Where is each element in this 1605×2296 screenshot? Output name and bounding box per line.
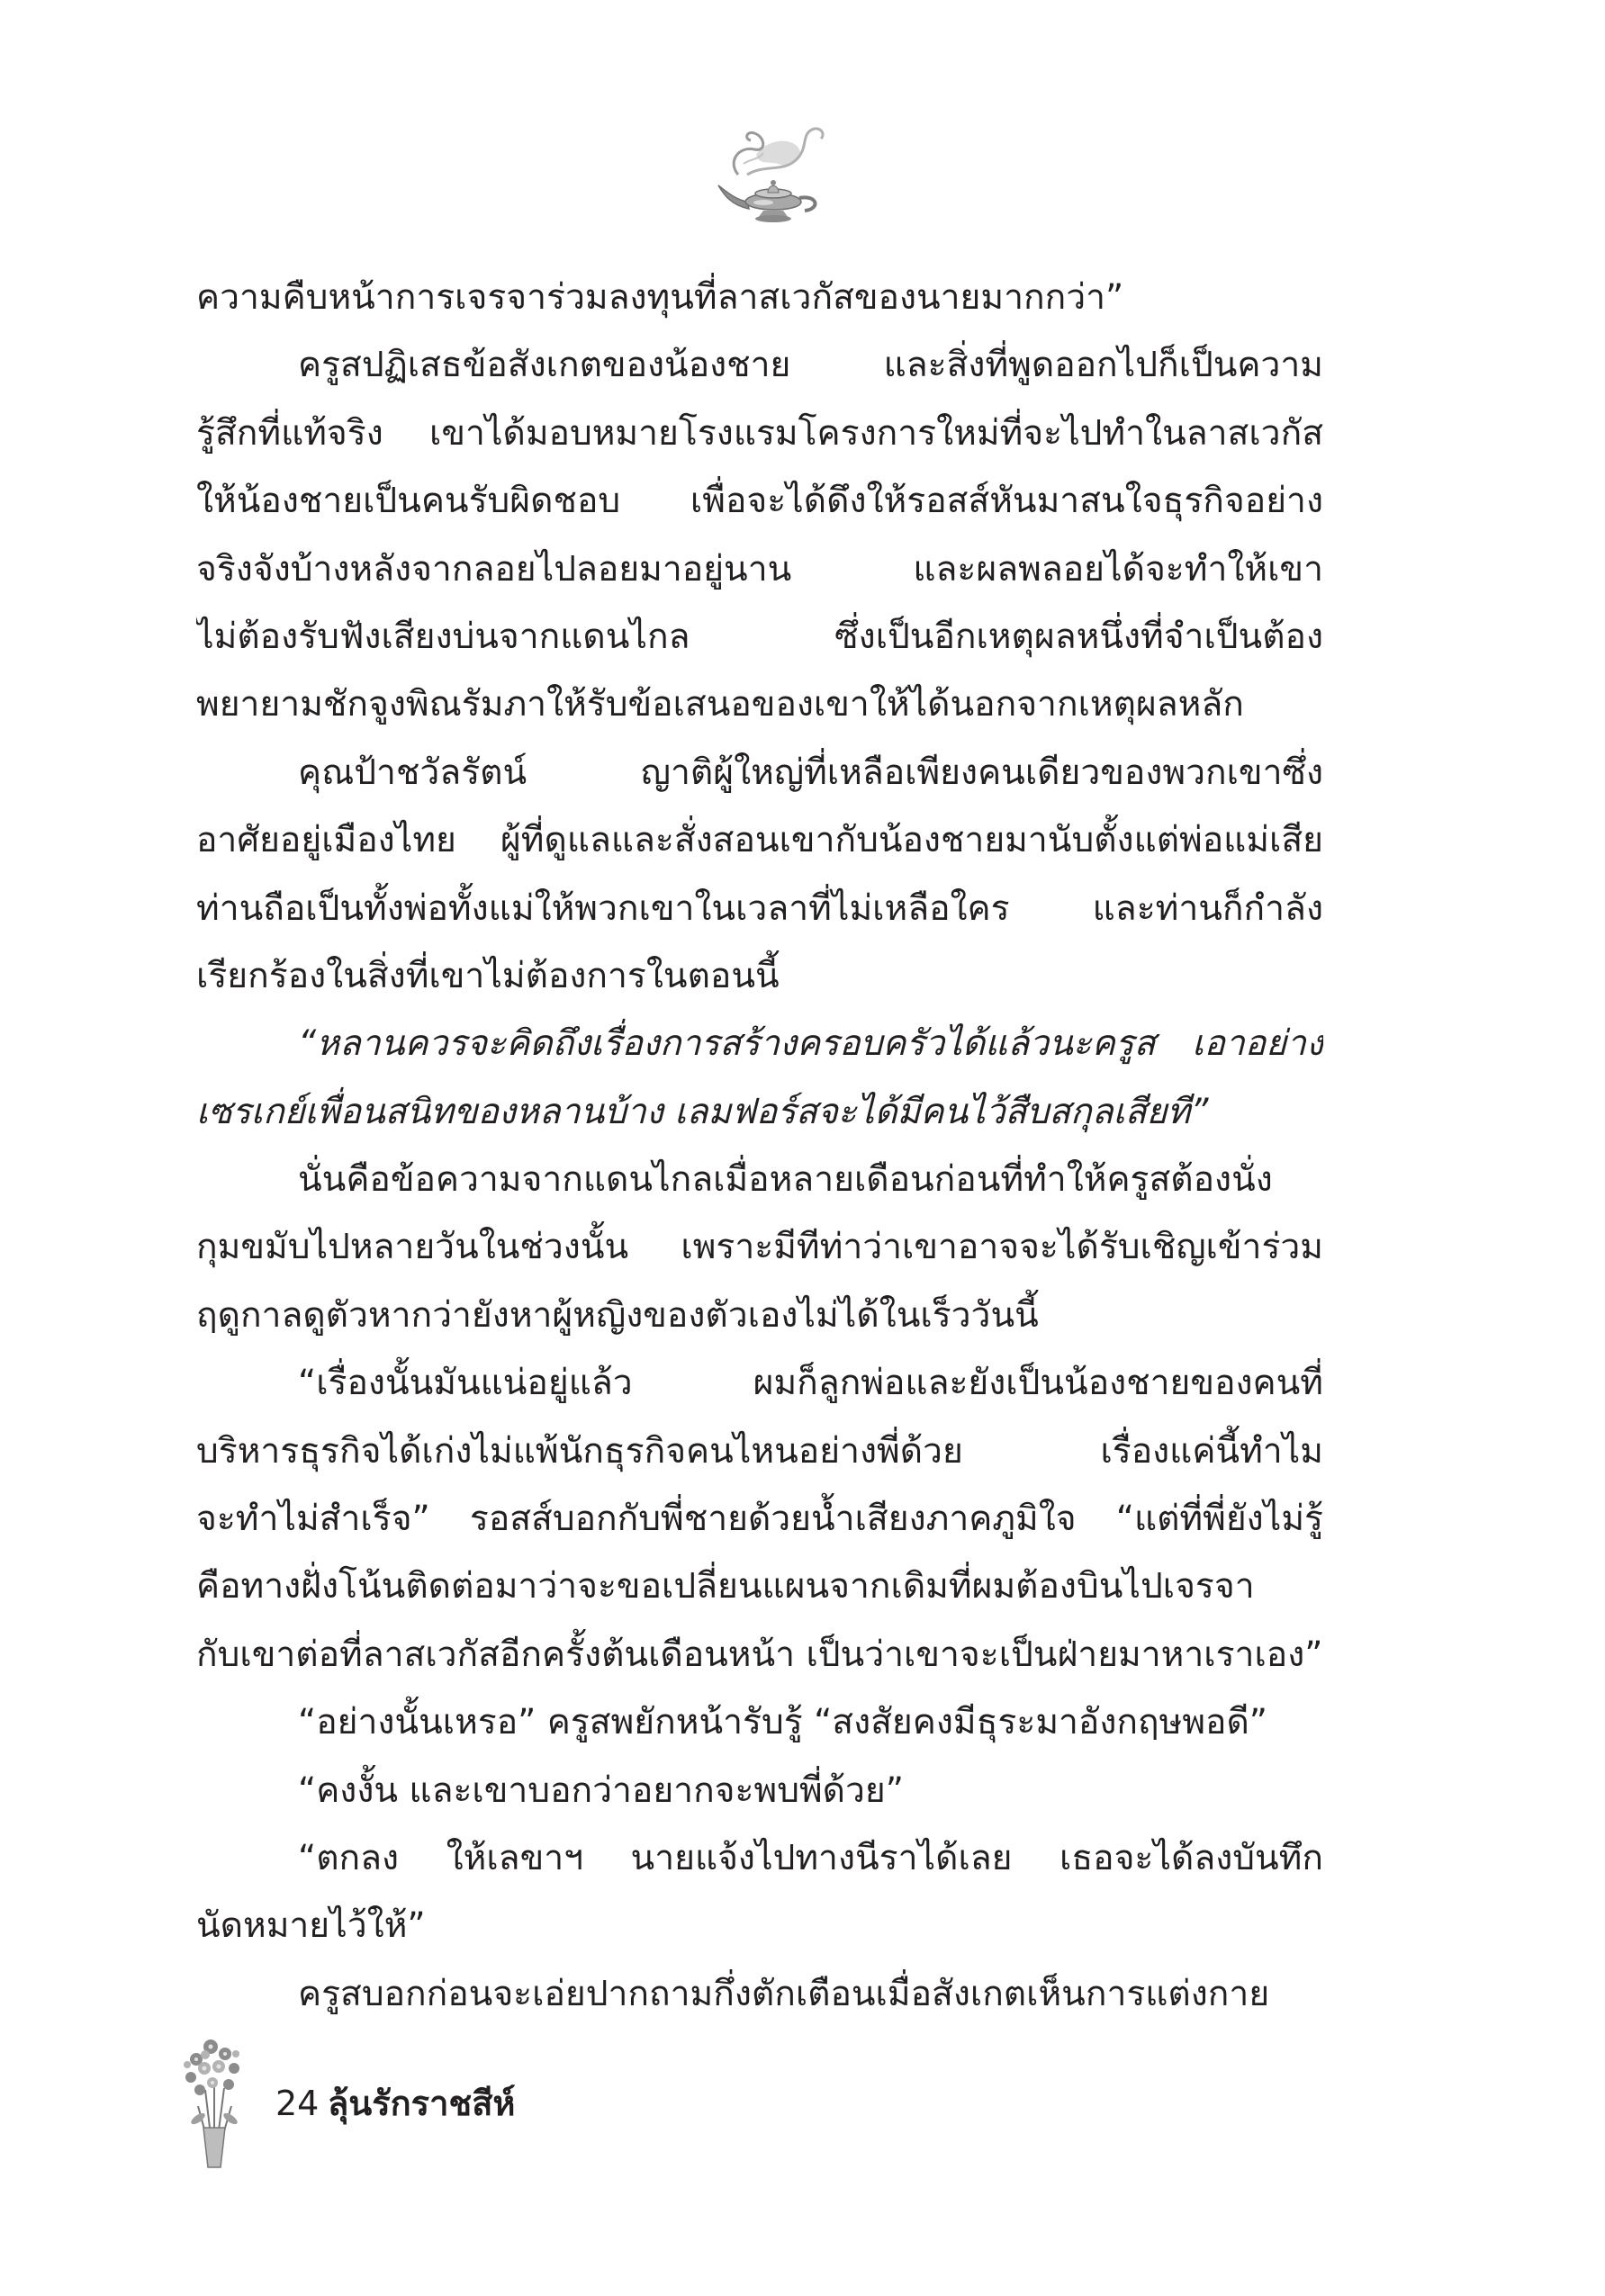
- paragraph: [196, 739, 1323, 1011]
- paragraph: [196, 1757, 1323, 1824]
- text-line: “ตกลง ให้เลขาฯ นายแจ้งไปทางนีราได้เลย เธอจะได้ลงบันทึก: [298, 1837, 1323, 1878]
- text-line: เซรเกย์เพื่อนสนิทของหลานบ้าง เลมฟอร์สจะได้มีคนไว้สืบสกุลเสียที”: [196, 1091, 1209, 1132]
- paragraph: [196, 1146, 1323, 1349]
- text-line: รู้สึกที่แท้จริง เขาได้มอบหมายโรงแรมโครงการใหม่ที่จะไปทำในลาสเวกัส: [196, 412, 1323, 454]
- flower-bouquet-icon: [178, 2030, 250, 2174]
- text-line: ครูสบอกก่อนจะเอ่ยปากถามกึ่งตักเตือนเมื่อสังเกตเห็นการแต่งกาย: [298, 1973, 1270, 2014]
- text-line: กุมขมับไปหลายวันในช่วงนั้น เพราะมีทีท่าว่าเขาอาจจะได้รับเชิญเข้าร่วม: [196, 1227, 1323, 1268]
- text-line: “คงงั้น และเขาบอกว่าอยากจะพบพี่ด้วย”: [298, 1769, 904, 1811]
- text-line: คุณป้าชวัลรัตน์ ญาติผู้ใหญ่ที่เหลือเพียงคนเดียวของพวกเขาซึ่ง: [298, 752, 1323, 793]
- text-line: จะทำไม่สำเร็จ” รอสส์บอกกับพี่ชายด้วยน้ำเสียงภาคภูมิใจ “แต่ที่พี่ยังไม่รู้: [196, 1499, 1323, 1540]
- text-line: นัดหมายไว้ให้”: [196, 1905, 426, 1947]
- text-line: นั่นคือข้อความจากแดนไกลเมื่อหลายเดือนก่อนที่ทำให้ครูสต้องนั่ง: [298, 1159, 1273, 1201]
- text-line: พยายามชักจูงพิณรัมภาให้รับข้อเสนอของเขาให้ได้นอกจากเหตุผลหลัก: [196, 684, 1244, 725]
- quote-paragraph: [196, 1010, 1323, 1146]
- text-line: ให้น้องชายเป็นคนรับผิดชอบ เพื่อจะได้ดึงให้รอสส์หันมาสนใจธุรกิจอย่าง: [196, 481, 1323, 522]
- text-line: กับเขาต่อที่ลาสเวกัสอีกครั้งต้นเดือนหน้า เป็นว่าเขาจะเป็นฝ่ายมาหาเราเอง”: [196, 1634, 1323, 1675]
- text-line: “เรื่องนั้นมันแน่อยู่แล้ว ผมก็ลูกพ่อและยังเป็นน้องชายของคนที่: [298, 1363, 1323, 1404]
- text-line: ฤดูกาลดูตัวหากว่ายังหาผู้หญิงของตัวเองไม่ได้ในเร็ววันนี้: [196, 1294, 1039, 1336]
- paragraph: [196, 264, 1323, 331]
- text-line: อาศัยอยู่เมืองไทย ผู้ที่ดูแลและสั่งสอนเขากับน้องชายมานับตั้งแต่พ่อแม่เสีย: [196, 820, 1323, 861]
- text-line: จริงจังบ้างหลังจากลอยไปลอยมาอยู่นาน และผลพลอยได้จะทำให้เขา: [196, 548, 1323, 590]
- text-line: คือทางฝั่งโน้นติดต่อมาว่าจะขอเปลี่ยนแผนจากเดิมที่ผมต้องบินไปเจรจา: [196, 1566, 1255, 1607]
- text-line: ไม่ต้องรับฟังเสียงบ่นจากแดนไกล ซึ่งเป็นอีกเหตุผลหนึ่งที่จำเป็นต้อง: [196, 616, 1323, 657]
- book-title: ลุ้นรักราชสีห์: [328, 2084, 516, 2123]
- paragraph: [196, 1688, 1323, 1756]
- text-line: “หลานควรจะคิดถึงเรื่องการสร้างครอบครัวได้แล้วนะครูส เอาอย่าง: [298, 1023, 1323, 1065]
- body-text: [196, 264, 1323, 2028]
- page-number: 24: [275, 2084, 320, 2123]
- text-line: ความคืบหน้าการเจรจาร่วมลงทุนที่ลาสเวกัสของนายมากกว่า”: [196, 277, 1124, 318]
- paragraph: [196, 1960, 1323, 2028]
- paragraph: [196, 1349, 1323, 1688]
- text-line: บริหารธุรกิจได้เก่งไม่แพ้นักธุรกิจคนไหนอย่างพี่ด้วย เรื่องแค่นี้ทำไม: [196, 1430, 1323, 1472]
- text-line: ครูสปฏิเสธข้อสังเกตของน้องชาย และสิ่งที่พูดออกไปก็เป็นความ: [298, 345, 1323, 386]
- text-line: เรียกร้องในสิ่งที่เขาไม่ต้องการในตอนนี้: [196, 955, 780, 996]
- text-line: “อย่างนั้นเหรอ” ครูสพยักหน้ารับรู้ “สงสัยคงมีธุระมาอังกฤษพอดี”: [298, 1702, 1267, 1743]
- text-line: ท่านถือเป็นทั้งพ่อทั้งแม่ให้พวกเขาในเวลาที่ไม่เหลือใคร และท่านก็กำลัง: [196, 887, 1323, 929]
- paragraph: [196, 331, 1323, 738]
- paragraph: [196, 1824, 1323, 1960]
- genie-lamp-icon: [711, 119, 833, 225]
